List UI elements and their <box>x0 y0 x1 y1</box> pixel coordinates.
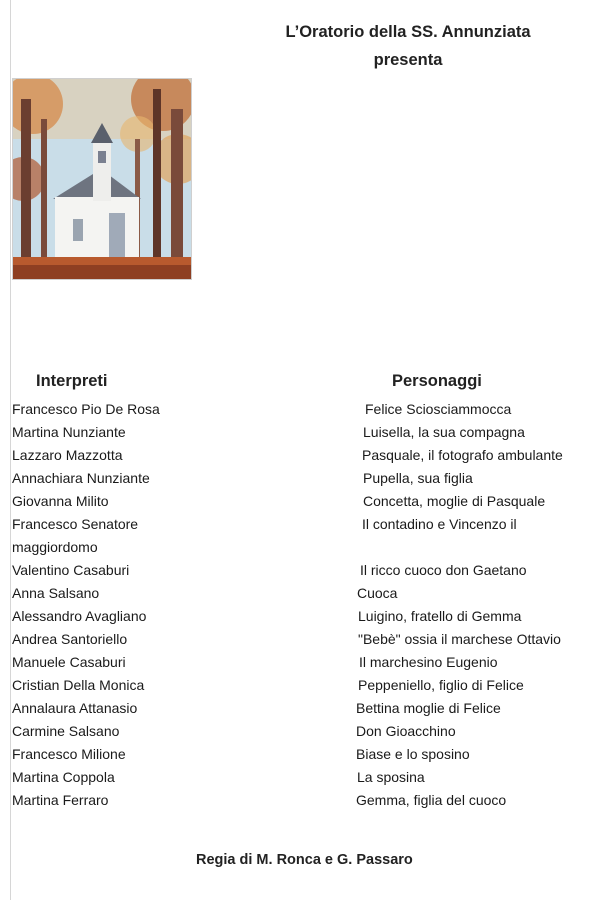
actor-name: Annachiara Nunziante <box>12 470 150 486</box>
cast-row <box>12 398 612 421</box>
interpreti-heading: Interpreti <box>36 372 108 390</box>
cast-row <box>12 536 612 559</box>
character-name: La sposina <box>357 769 425 785</box>
cast-row <box>12 697 612 720</box>
character-name: Felice Sciosciammocca <box>365 401 512 417</box>
actor-name: Valentino Casaburi <box>12 562 130 578</box>
character-name: Il contadino e Vincenzo il <box>362 516 517 532</box>
actor-name: maggiordomo <box>12 539 98 555</box>
character-name: Bettina moglie di Felice <box>356 700 501 716</box>
actor-name: Manuele Casaburi <box>12 654 126 670</box>
actor-name: Martina Ferraro <box>12 792 109 808</box>
cast-row <box>12 651 612 674</box>
presenter-title: L’Oratorio della SS. Annunziata <box>285 23 531 41</box>
character-name: Pupella, sua figlia <box>363 470 473 486</box>
actor-name: Annalaura Attanasio <box>12 700 138 716</box>
presents-subtitle: presenta <box>373 51 443 69</box>
cast-row <box>12 766 612 789</box>
playbill-header <box>250 18 566 74</box>
cast-row <box>12 674 612 697</box>
character-name: "Bebè" ossia il marchese Ottavio <box>358 631 561 647</box>
character-name: Il ricco cuoco don Gaetano <box>360 562 527 578</box>
character-name: Luisella, la sua compagna <box>363 424 525 440</box>
actor-name: Anna Salsano <box>12 585 100 601</box>
cast-row <box>12 421 612 444</box>
character-name: Gemma, figlia del cuoco <box>356 792 507 808</box>
character-name: Don Gioacchino <box>356 723 456 739</box>
church-illustration <box>12 78 192 280</box>
church-in-autumn-woods-icon <box>13 79 191 279</box>
cast-row <box>12 444 612 467</box>
director-credits: Regia di M. Ronca e G. Passaro <box>196 852 413 868</box>
actor-name: Cristian Della Monica <box>12 677 145 693</box>
cast-row <box>12 559 612 582</box>
page-left-border <box>10 0 11 900</box>
actor-name: Andrea Santoriello <box>12 631 128 647</box>
actor-name: Francesco Pio De Rosa <box>12 401 160 417</box>
character-name: Concetta, moglie di Pasquale <box>363 493 546 509</box>
actor-name: Giovanna Milito <box>12 493 109 509</box>
personaggi-heading: Personaggi <box>392 372 482 390</box>
actor-name: Francesco Senatore <box>12 516 139 532</box>
cast-list <box>12 398 612 812</box>
character-name: Cuoca <box>357 585 398 601</box>
cast-row <box>12 628 612 651</box>
actor-name: Martina Nunziante <box>12 424 126 440</box>
actor-name: Martina Coppola <box>12 769 115 785</box>
actor-name: Carmine Salsano <box>12 723 120 739</box>
actor-name: Alessandro Avagliano <box>12 608 147 624</box>
character-name: Biase e lo sposino <box>356 746 470 762</box>
character-name: Peppeniello, figlio di Felice <box>358 677 524 693</box>
cast-row <box>12 467 612 490</box>
character-name: Il marchesino Eugenio <box>359 654 498 670</box>
cast-row <box>12 605 612 628</box>
cast-row <box>12 513 612 536</box>
actor-name: Francesco Milione <box>12 746 126 762</box>
character-name: Pasquale, il fotografo ambulante <box>362 447 563 463</box>
cast-row <box>12 582 612 605</box>
cast-row <box>12 743 612 766</box>
cast-row <box>12 720 612 743</box>
character-name: Luigino, fratello di Gemma <box>358 608 522 624</box>
cast-row <box>12 490 612 513</box>
cast-row <box>12 789 612 812</box>
actor-name: Lazzaro Mazzotta <box>12 447 123 463</box>
